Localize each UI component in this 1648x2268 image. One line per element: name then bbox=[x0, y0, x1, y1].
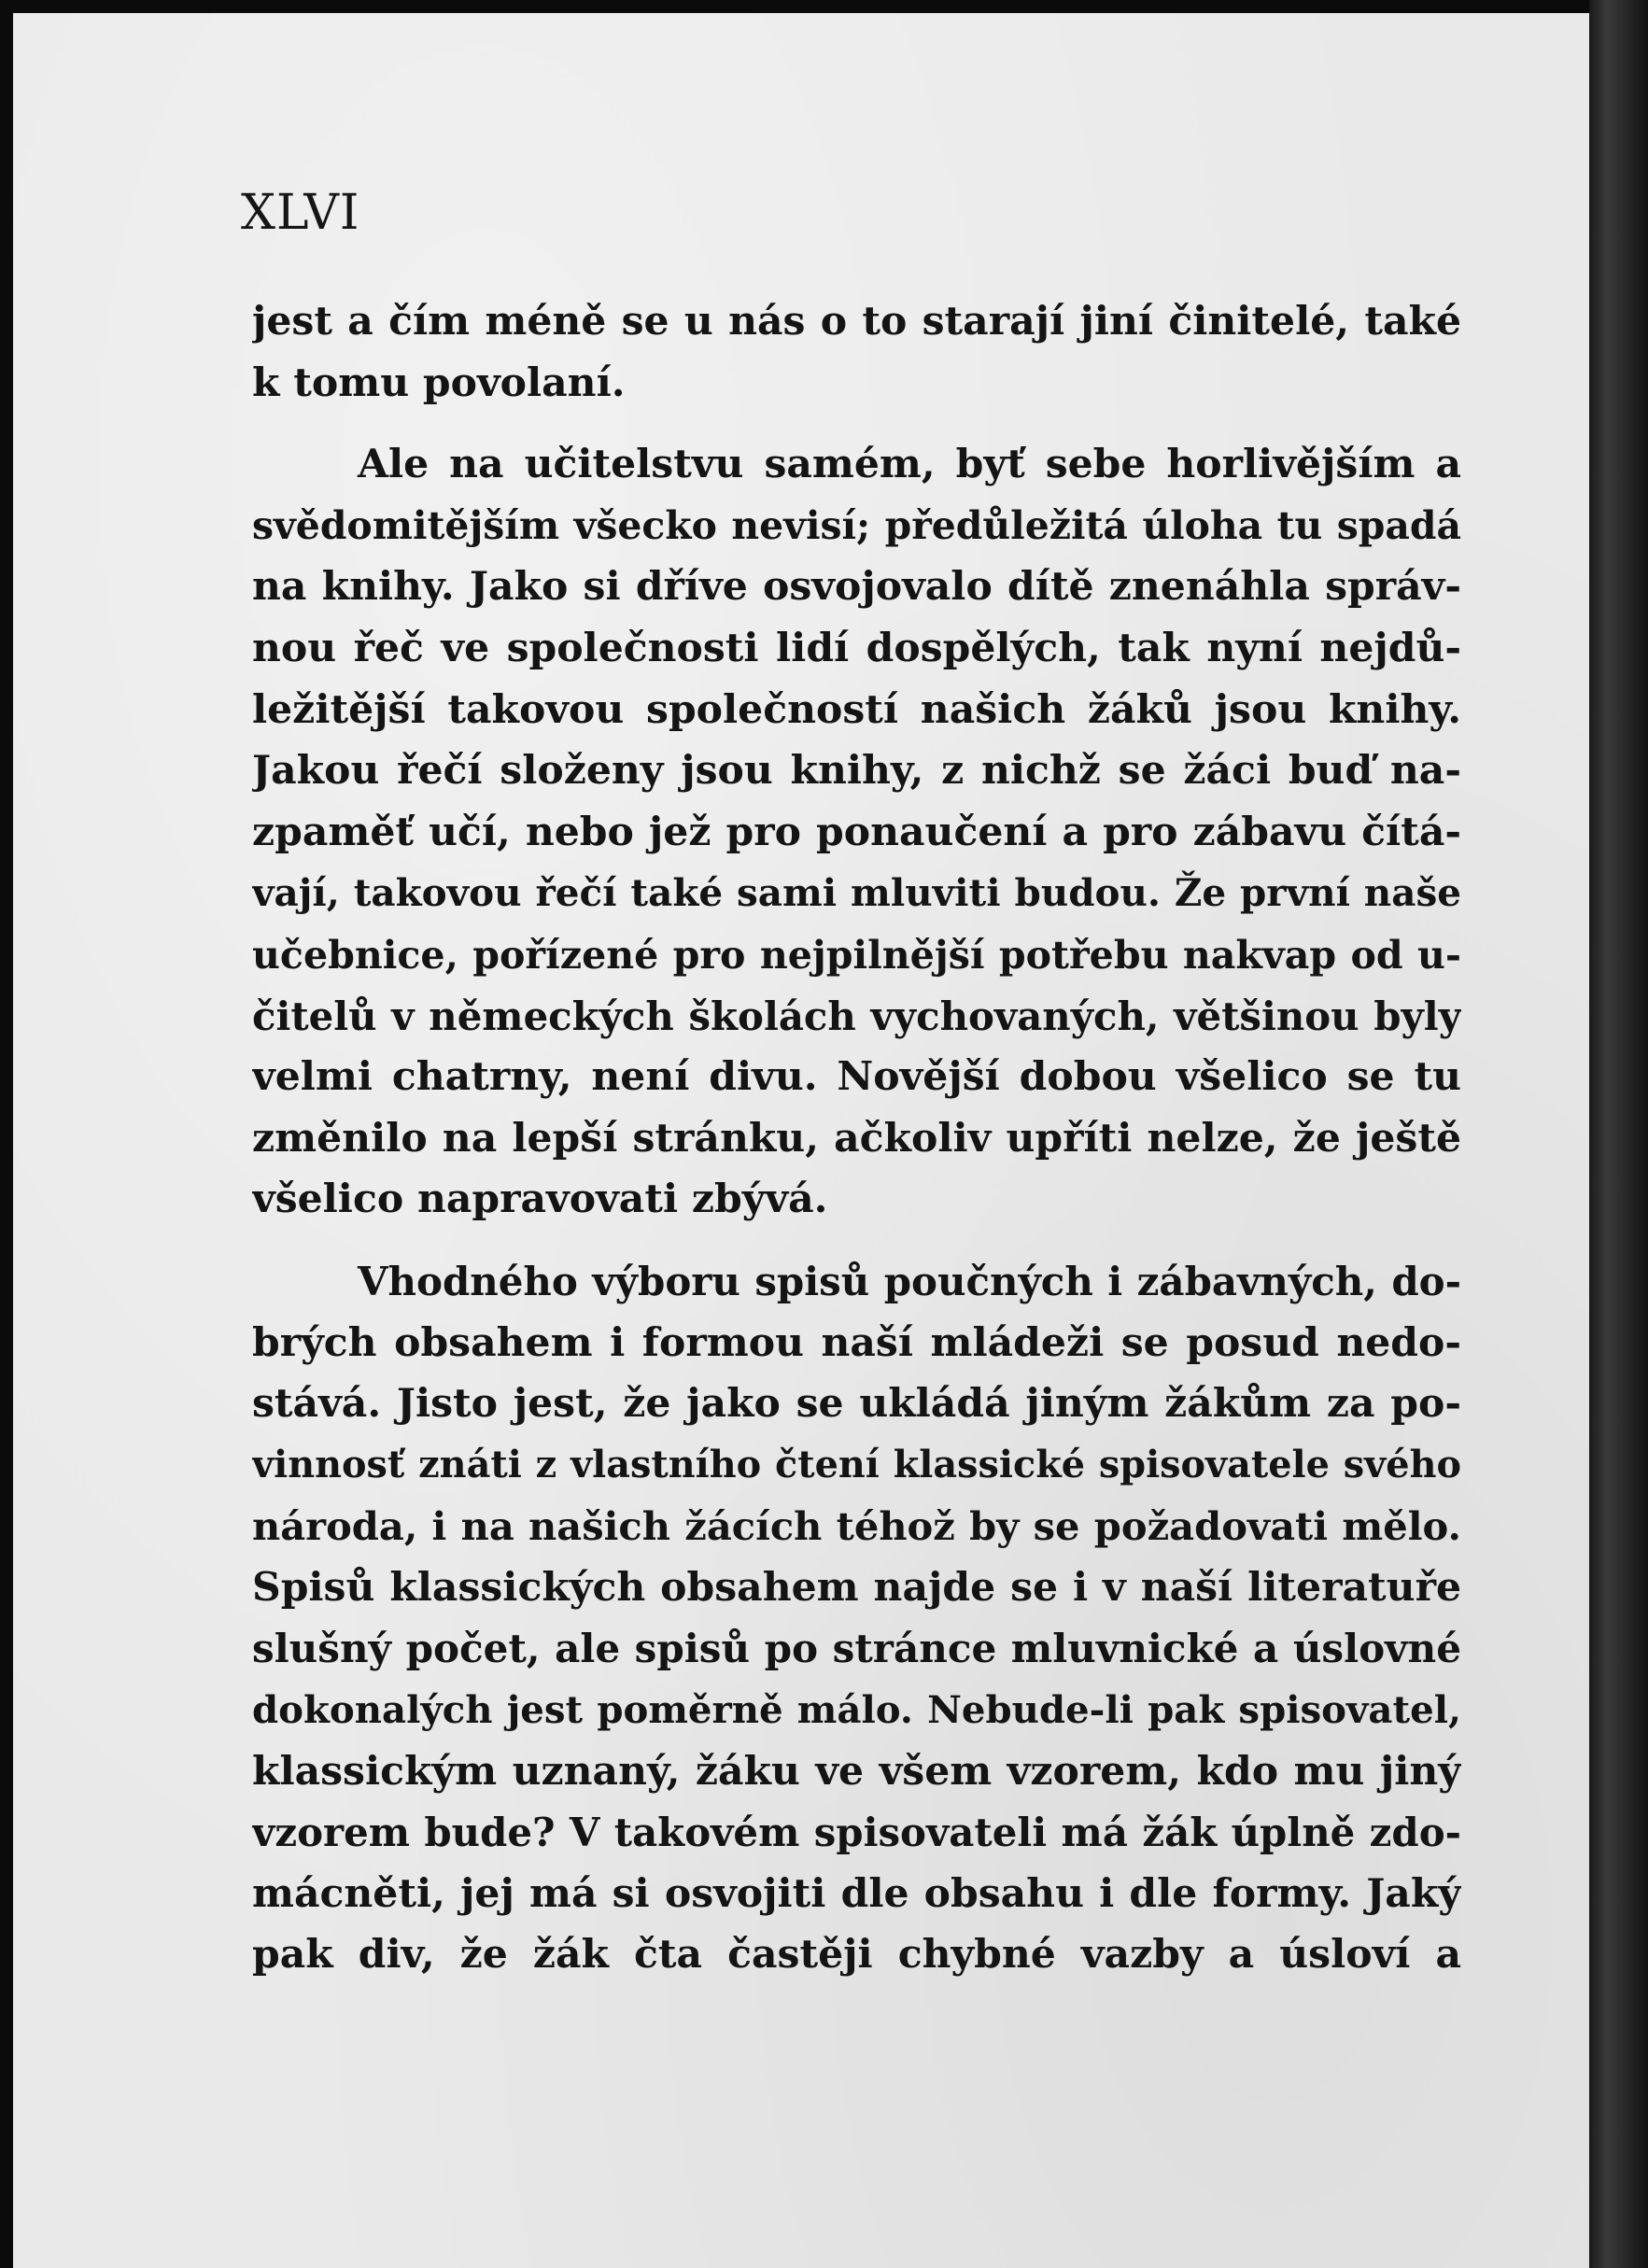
text-line: Ale na učitelstvu samém, byť sebe horlivějším a bbox=[358, 441, 1461, 488]
text-line: vzorem bude? V takovém spisovateli má žák úplně zdo- bbox=[252, 1810, 1461, 1856]
text-line: brých obsahem i formou naší mládeži se posud nedo- bbox=[252, 1318, 1461, 1366]
text-line: slušný počet, ale spisů po stránce mluvnické a úslovné bbox=[252, 1625, 1461, 1672]
text-line: národa, i na našich žácích téhož by se požadovati mělo. bbox=[252, 1503, 1461, 1550]
page-number: XLVI bbox=[241, 185, 360, 241]
text-line: Spisů klassických obsahem najde se i v naší literatuře bbox=[252, 1563, 1461, 1611]
text-line: svědomitějším všecko nevisí; předůležitá úloha tu spadá bbox=[252, 502, 1461, 548]
text-line: k tomu povolaní. bbox=[252, 359, 626, 406]
text-line: mácněti, jej má si osvojiti dle obsahu i dle formy. Jaký bbox=[252, 1869, 1461, 1917]
paragraph-1 bbox=[252, 291, 1461, 414]
text-line: změnilo na lepší stránku, ačkoliv upříti nelze, že ještě bbox=[252, 1114, 1461, 1162]
book-edge-shadow bbox=[1589, 0, 1648, 2268]
text-line: na knihy. Jako si dříve osvojovalo dítě znenáhla správ- bbox=[252, 563, 1461, 611]
text-line: velmi chatrny, není divu. Novější dobou všelico se tu bbox=[252, 1053, 1461, 1101]
paragraph-2 bbox=[252, 434, 1461, 1231]
text-line: stává. Jisto jest, že jako se ukládá jiným žákům za po- bbox=[252, 1380, 1461, 1428]
paragraph-3 bbox=[252, 1251, 1461, 1986]
text-line: ležitější takovou společností našich žáků jsou knihy. bbox=[252, 685, 1461, 733]
text-line: nou řeč ve společnosti lidí dospělých, tak nyní nejdů- bbox=[252, 624, 1461, 671]
text-line: vají, takovou řečí také sami mluviti budou. Že první naše bbox=[252, 870, 1461, 916]
text-line: všelico napravovati zbývá. bbox=[252, 1176, 828, 1223]
text-line: čitelů v německých školách vychovaných, většinou byly bbox=[252, 993, 1461, 1039]
text-line: klassickým uznaný, žáku ve všem vzorem, kdo mu jiný bbox=[252, 1747, 1461, 1795]
text-line: učebnice, pořízené pro nejpilnější potřebu nakvap od u- bbox=[252, 931, 1461, 978]
text-line: Jakou řečí složeny jsou knihy, z nichž se žáci buď na- bbox=[252, 747, 1461, 795]
text-line: dokonalých jest poměrně málo. Nebude-li pak spisovatel, bbox=[252, 1688, 1461, 1733]
text-line: zpaměť učí, nebo jež pro ponaučení a pro zábavu čítá- bbox=[252, 808, 1461, 855]
text-line: Vhodného výboru spisů poučných i zábavných, do- bbox=[358, 1258, 1461, 1304]
text-line: jest a čím méně se u nás o to starají jiní činitelé, také bbox=[252, 298, 1461, 345]
text-line: vinnosť znáti z vlastního čtení klassické spisovatele svého bbox=[252, 1443, 1461, 1486]
text-line: pak div, že žák čta častěji chybné vazby a úsloví a bbox=[252, 1931, 1461, 1979]
body-text bbox=[252, 291, 1461, 1986]
